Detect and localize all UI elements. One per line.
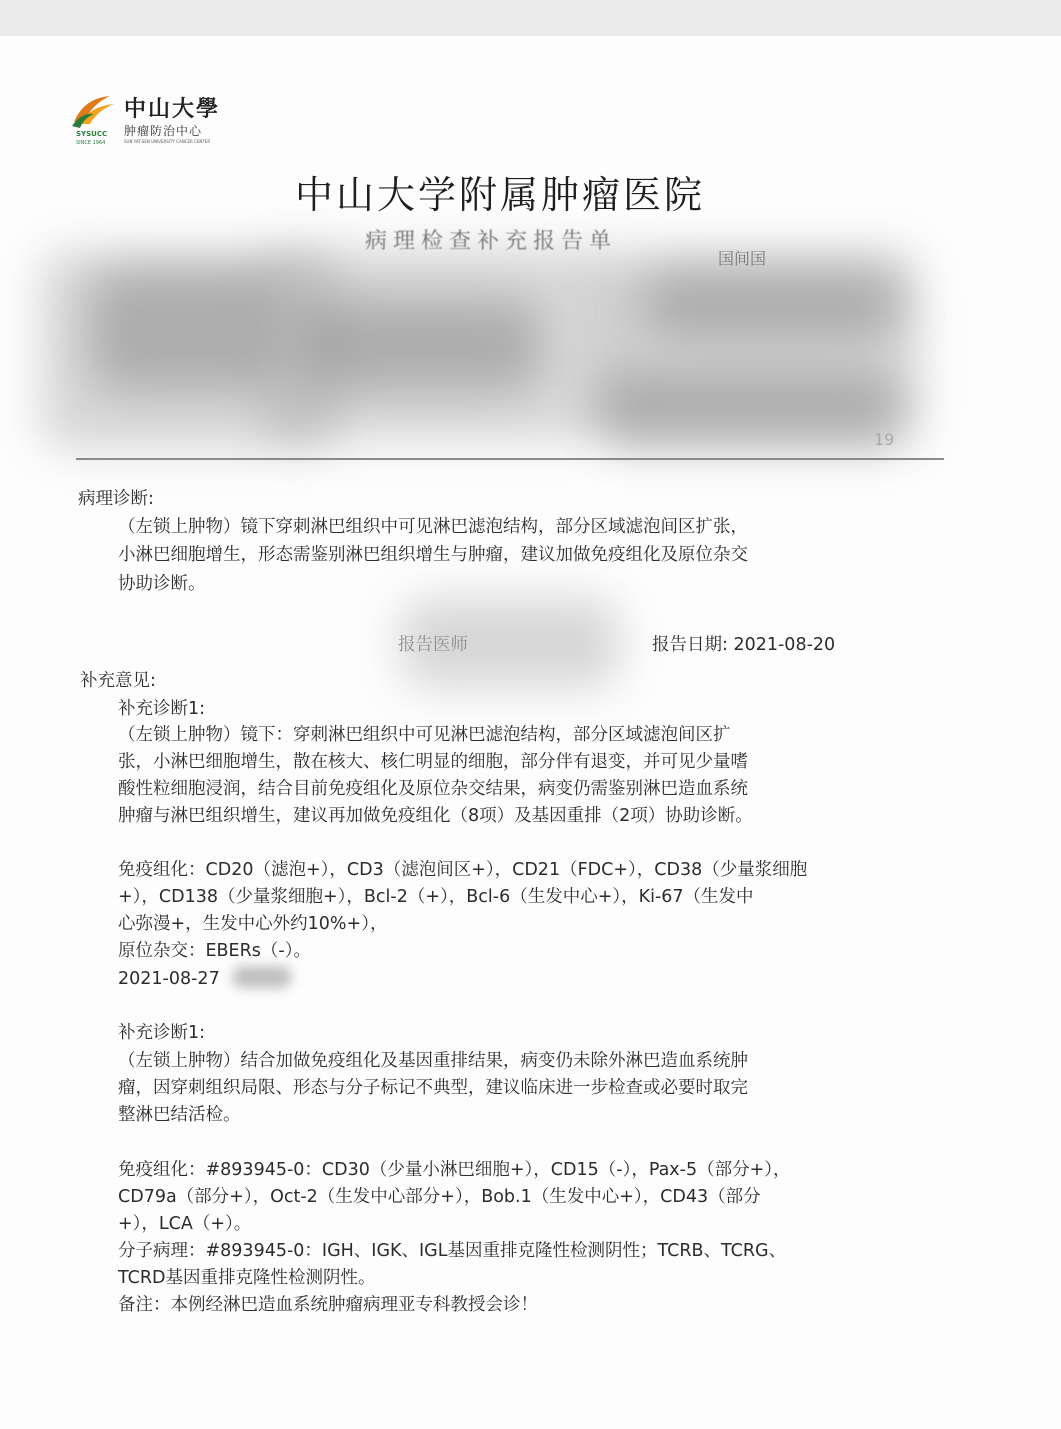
diagnosis-label: 病理诊断: — [78, 489, 154, 509]
section1-ihc-line: 免疫组化：CD20（滤泡+），CD3（滤泡间区+），CD21（FDC+），CD38（少量浆细胞 — [118, 860, 808, 880]
section2-line: 整淋巴结活检。 — [118, 1105, 241, 1125]
section1-ihc-line: +），CD138（少量浆细胞+），Bcl-2（+），Bcl-6（生发中心+），Ki-67（生发中 — [118, 887, 754, 907]
redacted-area — [600, 370, 900, 440]
diagnosis-line: （左锁上肿物）镜下穿刺淋巴组织中可见淋巴滤泡结构，部分区域滤泡间区扩张， — [118, 517, 748, 537]
section2-note: 备注：本例经淋巴造血系统肿瘤病理亚专科教授会诊！ — [118, 1295, 538, 1315]
section2-ihc-line: 免疫组化：#893945-0：CD30（少量小淋巴细胞+），CD15（-），Pax-5（部分+）， — [118, 1160, 791, 1180]
logo-subname: 肿瘤防治中心 — [124, 124, 203, 138]
logo-since: SINCE 1964 — [76, 140, 106, 146]
redacted-signature — [232, 966, 292, 988]
logo-abbr: SYSUCC — [76, 130, 108, 138]
report-physician-label: 报告医师 — [398, 635, 468, 655]
header-divider — [76, 458, 944, 460]
hospital-logo — [70, 92, 230, 152]
top-bar — [0, 0, 1061, 36]
hospital-title: 中山大学附属肿瘤医院 — [294, 173, 705, 217]
section1-ihc-line: 原位杂交：EBERs（-）。 — [118, 941, 311, 961]
section1-line: （左锁上肿物）镜下：穿刺淋巴组织中可见淋巴滤泡结构，部分区域滤泡间区扩 — [118, 725, 731, 745]
section1-line: 肿瘤与淋巴组织增生，建议再加做免疫组化（8项）及基因重排（2项）协助诊断。 — [118, 806, 753, 826]
redacted-area — [640, 270, 900, 340]
redacted-code: 国间国 — [718, 249, 767, 268]
report-date: 报告日期: 2021-08-20 — [652, 635, 836, 655]
edge-number: 19 — [874, 430, 895, 449]
redacted-area — [300, 300, 540, 390]
section2-ihc-line: CD79a（部分+），Oct-2（生发中心部分+），Bob.1（生发中心+），CD43（部分 — [118, 1187, 761, 1207]
diagnosis-line: 协助诊断。 — [118, 574, 206, 594]
logo-emblem-icon — [70, 92, 120, 132]
section1-heading: 补充诊断1: — [118, 699, 206, 719]
logo-name: 中山大學 — [124, 96, 221, 122]
section2-ihc-line: +），LCA（+）。 — [118, 1214, 252, 1234]
section1-line: 酸性粒细胞浸润，结合目前免疫组化及原位杂交结果，病变仍需鉴别淋巴造血系统 — [118, 779, 748, 799]
section2-molecular-line: 分子病理：#893945-0：IGH、IGK、IGL基因重排克隆性检测阴性；TCRB、TCRG、 — [118, 1241, 787, 1261]
section2-heading: 补充诊断1: — [118, 1023, 206, 1043]
supplement-label: 补充意见: — [80, 671, 156, 691]
logo-english: SUN YAT-SEN UNIVERSITY CANCER CENTER — [124, 139, 211, 144]
section2-line: 瘤，因穿刺组织局限、形态与分子标记不典型，建议临床进一步检查或必要时取完 — [118, 1078, 748, 1098]
section2-line: （左锁上肿物）结合加做免疫组化及基因重排结果，病变仍未除外淋巴造血系统肿 — [118, 1051, 748, 1071]
section1-date: 2021-08-27 — [118, 969, 220, 989]
section1-ihc-line: 心弥漫+，生发中心外约10%+）， — [118, 914, 388, 934]
section1-line: 张，小淋巴细胞增生，散在核大、核仁明显的细胞，部分伴有退变，并可见少量嗜 — [118, 752, 748, 772]
section2-molecular-line: TCRD基因重排克隆性检测阴性。 — [118, 1268, 376, 1288]
form-title: 病理检查补充报告单 — [365, 229, 618, 254]
diagnosis-line: 小淋巴细胞增生，形态需鉴别淋巴组织增生与肿瘤，建议加做免疫组化及原位杂交 — [118, 545, 748, 565]
